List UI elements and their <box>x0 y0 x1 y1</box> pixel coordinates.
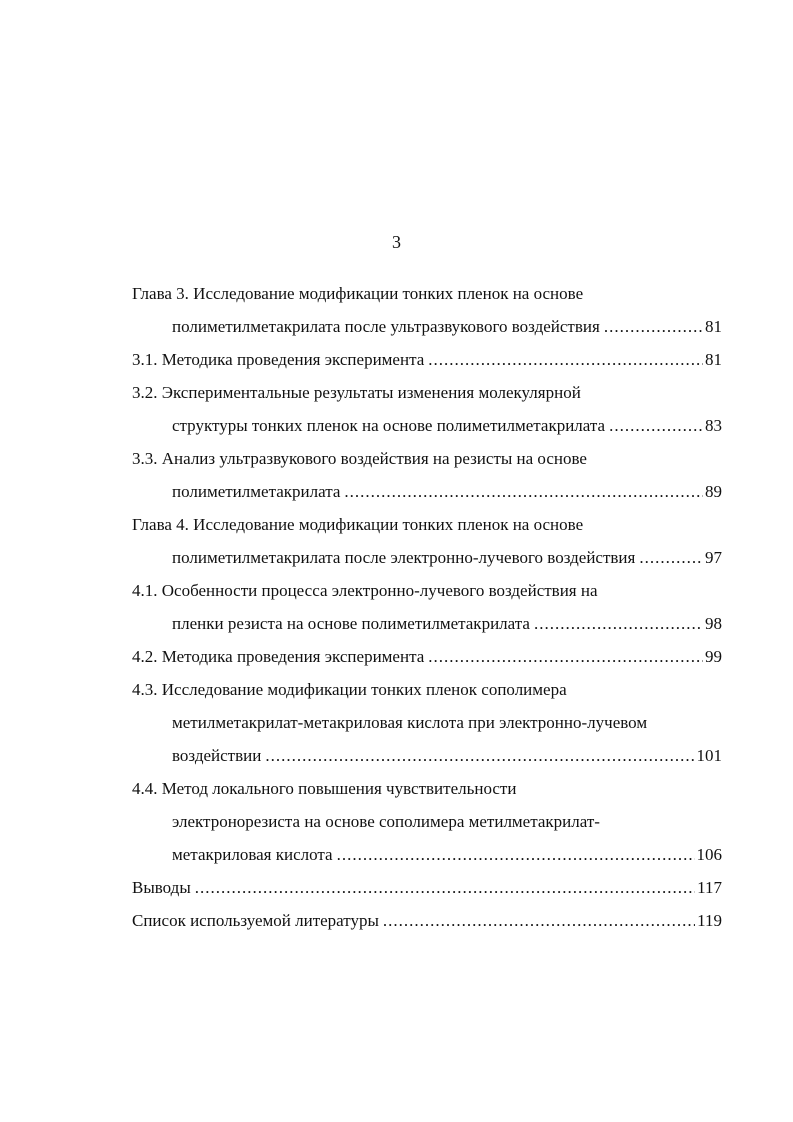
toc-entry-page: 117 <box>697 878 722 897</box>
toc-entry <box>132 904 722 937</box>
toc-entry-text: 3.1. Методика проведения эксперимента <box>132 350 425 369</box>
toc-entry-text: полиметилметакрилата после ультразвукового воздействия <box>172 317 600 336</box>
toc-entry-line <box>132 772 722 805</box>
toc-entry <box>132 772 722 871</box>
toc-entry <box>132 277 722 343</box>
toc-entry-page: 83 <box>705 416 722 435</box>
dot-leader <box>428 343 703 376</box>
page-number: 3 <box>392 232 401 252</box>
toc-entry-text: Список используемой литературы <box>132 911 379 930</box>
toc-entry <box>132 871 722 904</box>
toc-entry-text: 3.2. Экспериментальные результаты изменения молекулярной <box>132 383 581 402</box>
toc-entry-text: Выводы <box>132 878 191 897</box>
dot-leader <box>195 871 695 904</box>
toc-entry-last-line <box>132 739 722 772</box>
toc-entry-text: структуры тонких пленок на основе полиметилметакрилата <box>172 416 606 435</box>
toc-entry-text: Глава 3. Исследование модификации тонких пленок на основе <box>132 284 584 303</box>
toc-entry-page: 106 <box>696 845 722 864</box>
toc-entry-line <box>132 376 722 409</box>
toc-entry-text: воздействии <box>172 746 262 765</box>
dot-leader <box>265 739 694 772</box>
dot-leader <box>337 838 695 871</box>
toc-entry-page: 81 <box>705 317 722 336</box>
toc-entry-last-line <box>132 475 722 508</box>
toc-entry-last-line <box>132 310 722 343</box>
toc-entry-last-line <box>132 871 722 904</box>
toc-entry-last-line <box>132 838 722 871</box>
toc-entry <box>132 640 722 673</box>
toc-entry-text: Глава 4. Исследование модификации тонких пленок на основе <box>132 515 584 534</box>
toc-entry-page: 97 <box>705 548 722 567</box>
toc-entry-text: метилметакрилат-метакриловая кислота при электронно-лучевом <box>172 713 648 732</box>
toc-entry-text: полиметилметакрилата <box>172 482 341 501</box>
toc-entry-line <box>132 706 722 739</box>
dot-leader <box>428 640 703 673</box>
toc-entry-text: 3.3. Анализ ультразвукового воздействия на резисты на основе <box>132 449 587 468</box>
toc-entry-line <box>132 508 722 541</box>
toc-entry-text: 4.2. Методика проведения эксперимента <box>132 647 425 666</box>
dot-leader <box>609 409 703 442</box>
toc-entry-page: 99 <box>705 647 722 666</box>
toc-entry <box>132 673 722 772</box>
toc-entry-line <box>132 805 722 838</box>
dot-leader <box>604 310 703 343</box>
toc-entry-line <box>132 574 722 607</box>
toc-entry-line <box>132 673 722 706</box>
dot-leader <box>383 904 695 937</box>
toc-entry-text: электронорезиста на основе сополимера метилметакрилат- <box>172 812 600 831</box>
dot-leader <box>639 541 703 574</box>
toc-entry <box>132 376 722 442</box>
toc-entry-text: пленки резиста на основе полиметилметакрилата <box>172 614 530 633</box>
toc-entry-text: полиметилметакрилата после электронно-лучевого воздействия <box>172 548 636 567</box>
toc-entry-line <box>132 442 722 475</box>
toc-entry <box>132 574 722 640</box>
dot-leader <box>534 607 703 640</box>
toc-entry-last-line <box>132 541 722 574</box>
toc-entry-text: метакриловая кислота <box>172 845 333 864</box>
toc-entry-line <box>132 277 722 310</box>
toc-entry-text: 4.3. Исследование модификации тонких пленок сополимера <box>132 680 567 699</box>
toc-entry-page: 89 <box>705 482 722 501</box>
toc-entry-last-line <box>132 640 722 673</box>
toc-entry <box>132 508 722 574</box>
toc-entry-last-line <box>132 343 722 376</box>
toc-entry-last-line <box>132 904 722 937</box>
toc-entry-text: 4.1. Особенности процесса электронно-лучевого воздействия на <box>132 581 598 600</box>
dot-leader <box>344 475 703 508</box>
toc-entry-page: 81 <box>705 350 722 369</box>
toc-entry-last-line <box>132 607 722 640</box>
toc-entry-text: 4.4. Метод локального повышения чувствительности <box>132 779 517 798</box>
toc-entry-page: 98 <box>705 614 722 633</box>
toc-entry-page: 101 <box>696 746 722 765</box>
table-of-contents <box>132 277 722 937</box>
toc-entry-page: 119 <box>697 911 722 930</box>
toc-entry <box>132 442 722 508</box>
toc-entry <box>132 343 722 376</box>
toc-entry-last-line <box>132 409 722 442</box>
